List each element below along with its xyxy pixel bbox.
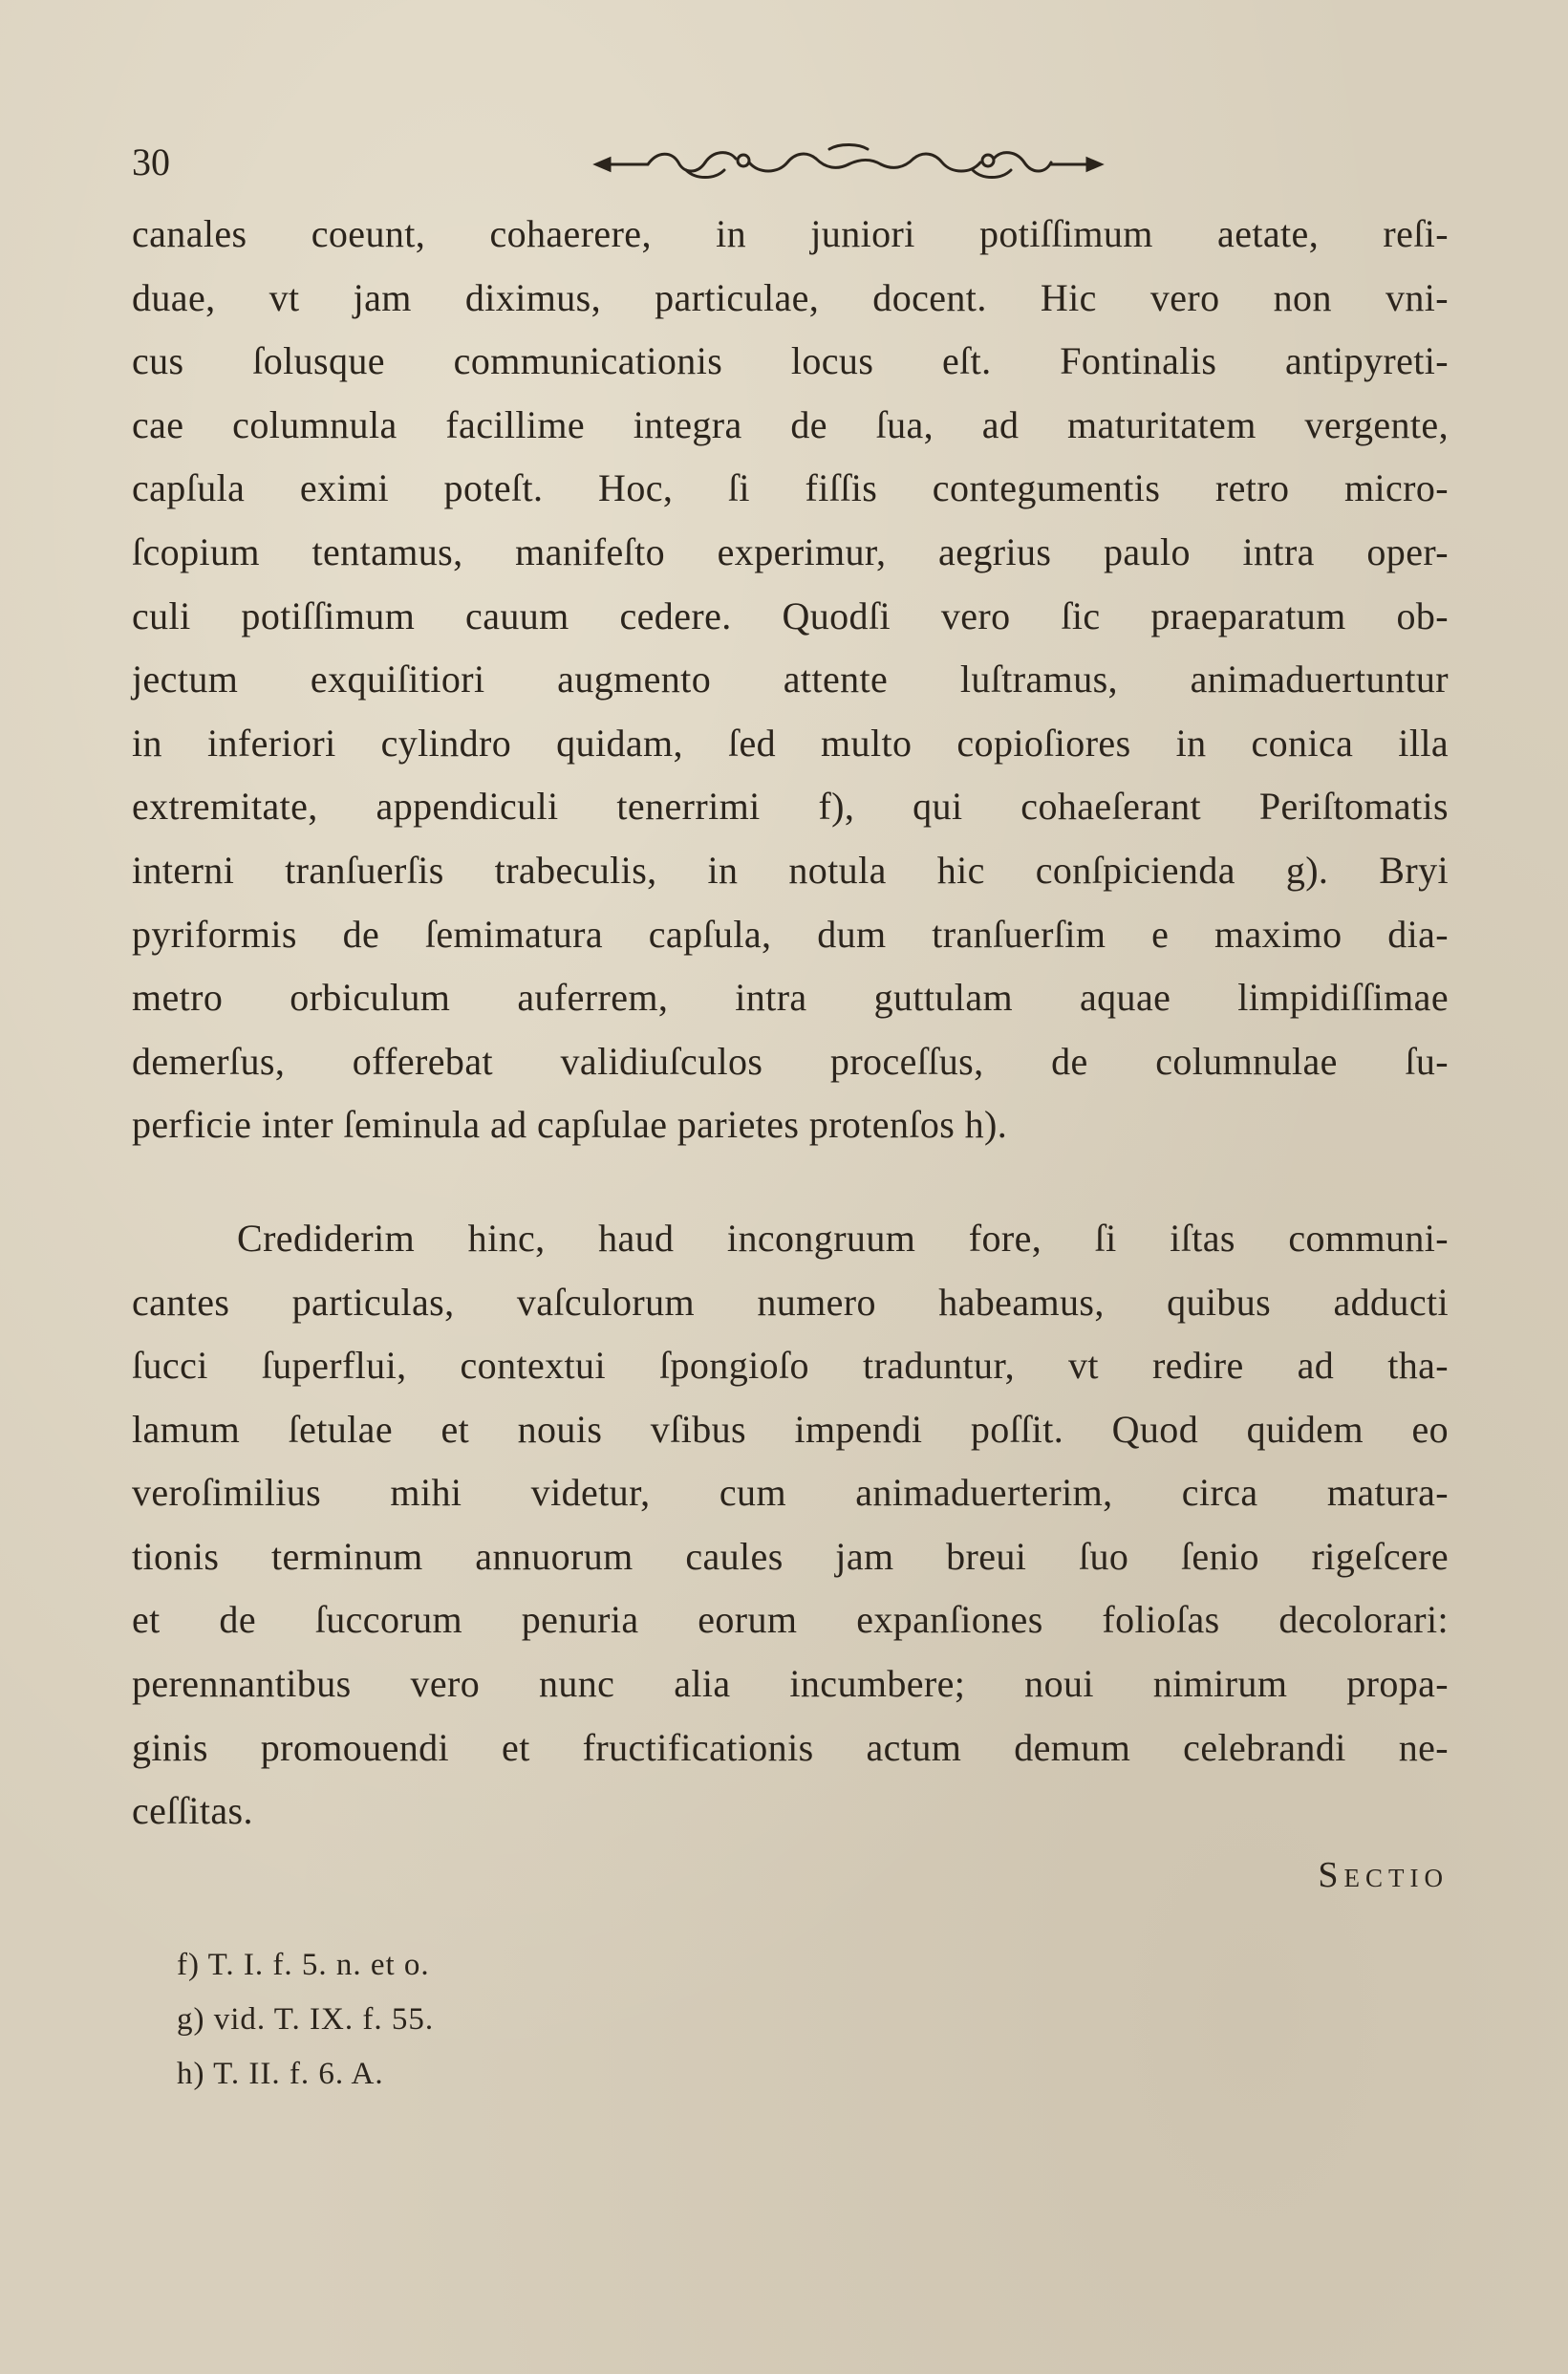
catchword: Sectio bbox=[1318, 1854, 1449, 1895]
footnote-h: h) T. II. f. 6. A. bbox=[177, 2057, 384, 2091]
text-line: cae columnula facillime integra de ſua, ad maturitatem vergente, bbox=[132, 402, 1449, 446]
text-line: jectum exquiſitiori augmento attente luſtramus, animaduertuntur bbox=[132, 658, 1449, 701]
main-text bbox=[132, 203, 1449, 1907]
text-line: in inferiori cylindro quidam, ſed multo copioſiores in conica illa bbox=[132, 721, 1449, 765]
text-line: perennantibus vero nunc alia incumbere; noui nimirum propa- bbox=[132, 1662, 1449, 1706]
text-line: ſcopium tentamus, manifeſto experimur, aegrius paulo intra oper- bbox=[132, 529, 1449, 573]
text-line: capſula eximi poteſt. Hoc, ſi fiſſis contegumentis retro micro- bbox=[132, 466, 1449, 510]
header-ornament-icon bbox=[591, 141, 1106, 183]
text-line: lamum ſetulae et nouis vſibus impendi poſſit. Quod quidem eo bbox=[132, 1407, 1449, 1451]
text-line: perficie inter ſeminula ad capſulae parietes protenſos h). bbox=[132, 1103, 1008, 1147]
paragraph-2 bbox=[132, 1207, 1449, 1844]
text-line: cus ſolusque communicationis locus eſt. Fontinalis antipyreti- bbox=[132, 339, 1449, 383]
running-header bbox=[132, 134, 1450, 191]
text-line: veroſimilius mihi videtur, cum animaduerterim, circa matura- bbox=[132, 1471, 1449, 1515]
text-line: ceſſitas. bbox=[132, 1789, 253, 1833]
text-line: duae, vt jam diximus, particulae, docent. Hic vero non vni- bbox=[132, 275, 1449, 319]
text-line: metro orbiculum auferrem, intra guttulam aquae limpidiſſimae bbox=[132, 976, 1449, 1020]
text-line: canales coeunt, cohaerere, in juniori potiſſimum aetate, reſi- bbox=[132, 212, 1449, 255]
catchword-row bbox=[132, 1844, 1449, 1907]
text-line: ſucci ſuperflui, contextui ſpongioſo traduntur, vt redire ad tha- bbox=[132, 1344, 1449, 1388]
text-line: ginis promouendi et fructificationis actum demum celebrandi ne- bbox=[132, 1725, 1449, 1769]
text-line: culi potiſſimum cauum cedere. Quodſi vero ſic praeparatum ob- bbox=[132, 594, 1449, 637]
text-line: Crediderim hinc, haud incongruum fore, ſi iſtas communi- bbox=[237, 1216, 1449, 1260]
text-line: demerſus, offerebat validiuſculos proceſſus, de columnulae ſu- bbox=[132, 1039, 1449, 1083]
text-line: et de ſuccorum penuria eorum expanſiones folioſas decolorari: bbox=[132, 1598, 1449, 1642]
text-line: pyriformis de ſemimatura capſula, dum tranſuerſim e maximo dia- bbox=[132, 912, 1449, 956]
text-line: cantes particulas, vaſculorum numero habeamus, quibus adducti bbox=[132, 1280, 1449, 1324]
text-line: tionis terminum annuorum caules jam breui ſuo ſenio rigeſcere bbox=[132, 1534, 1449, 1578]
text-line: extremitate, appendiculi tenerrimi f), qui cohaeſerant Periſtomatis bbox=[132, 785, 1449, 829]
text-line: interni tranſuerſis trabeculis, in notula hic conſpicienda g). Bryi bbox=[132, 848, 1449, 892]
footnote-g: g) vid. T. IX. f. 55. bbox=[177, 2002, 435, 2037]
page-number: 30 bbox=[132, 140, 170, 183]
footnote-f: f) T. I. f. 5. n. et o. bbox=[177, 1948, 430, 1982]
footnotes bbox=[177, 1938, 750, 2102]
